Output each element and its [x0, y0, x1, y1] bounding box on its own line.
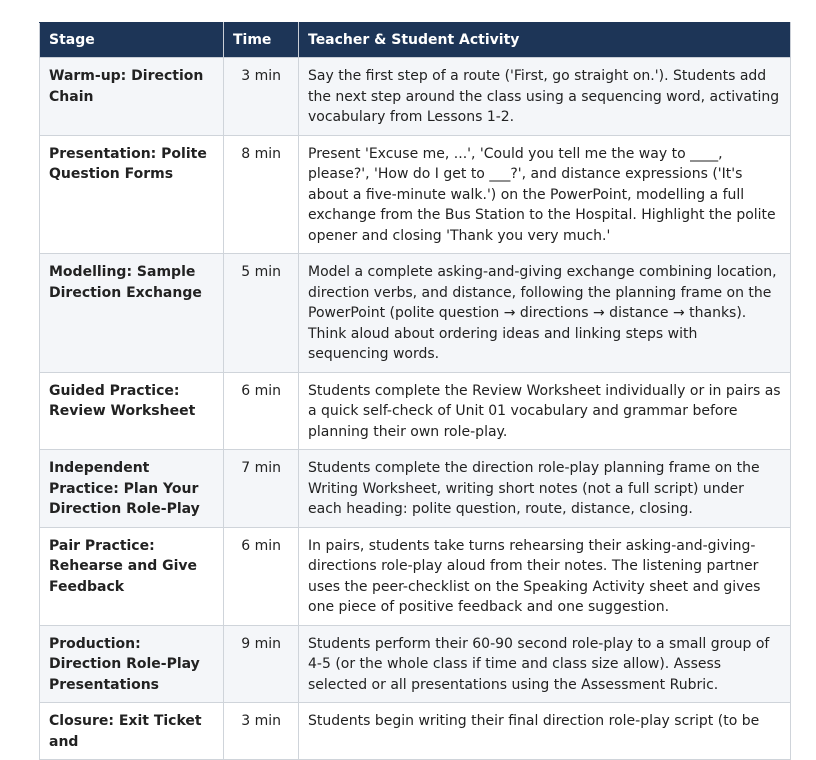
- activity-cell: Students perform their 60-90 second role-play to a small group of 4-5 (or the whole class if time and class size allow). Assess selected or all presentations using the Assessment Rubric.: [299, 625, 791, 703]
- stage-cell: Warm-up: Direction Chain: [40, 58, 224, 136]
- activity-cell: Say the first step of a route ('First, go straight on.'). Students add the next step around the class using a sequencing word, activating vocabulary from Lessons 1-2.: [299, 58, 791, 136]
- stage-cell: Closure: Exit Ticket and: [40, 703, 224, 760]
- lesson-plan-table-container: [39, 22, 790, 760]
- time-cell: 7 min: [224, 450, 299, 528]
- time-cell: 9 min: [224, 625, 299, 703]
- stage-cell: Modelling: Sample Direction Exchange: [40, 254, 224, 373]
- time-cell: 6 min: [224, 527, 299, 625]
- table-row: [40, 254, 791, 373]
- activity-cell: Present 'Excuse me, ...', 'Could you tell me the way to ____, please?', 'How do I get to ___?', and distance expressions ('It's about a five-minute walk.') on the PowerPoint, modelling a full exchange from the Bus Station to the Hospital. Highlight the polite opener and closing 'Thank you very much.': [299, 135, 791, 254]
- time-cell: 3 min: [224, 703, 299, 760]
- header-stage: Stage: [40, 23, 224, 58]
- table-row: [40, 450, 791, 528]
- stage-cell: Independent Practice: Plan Your Direction Role-Play: [40, 450, 224, 528]
- header-time: Time: [224, 23, 299, 58]
- stage-cell: Guided Practice: Review Worksheet: [40, 372, 224, 450]
- activity-cell: Model a complete asking-and-giving exchange combining location, direction verbs, and distance, following the planning frame on the PowerPoint (polite question → directions → distance → thanks). Think aloud about ordering ideas and linking steps with sequencing words.: [299, 254, 791, 373]
- lesson-plan-table: [39, 22, 791, 760]
- header-activity: Teacher & Student Activity: [299, 23, 791, 58]
- table-row: [40, 58, 791, 136]
- time-cell: 5 min: [224, 254, 299, 373]
- activity-cell: In pairs, students take turns rehearsing their asking-and-giving-directions role-play aloud from their notes. The listening partner uses the peer-checklist on the Speaking Activity sheet and gives one piece of positive feedback and one suggestion.: [299, 527, 791, 625]
- table-row: [40, 527, 791, 625]
- table-row: [40, 703, 791, 760]
- time-cell: 3 min: [224, 58, 299, 136]
- time-cell: 6 min: [224, 372, 299, 450]
- stage-cell: Pair Practice: Rehearse and Give Feedback: [40, 527, 224, 625]
- table-row: [40, 135, 791, 254]
- time-cell: 8 min: [224, 135, 299, 254]
- activity-cell: Students begin writing their final direction role-play script (to be: [299, 703, 791, 760]
- activity-cell: Students complete the direction role-play planning frame on the Writing Worksheet, writing short notes (not a full script) under each heading: polite question, route, distance, closing.: [299, 450, 791, 528]
- table-row: [40, 372, 791, 450]
- table-row: [40, 625, 791, 703]
- stage-cell: Production: Direction Role-Play Presentations: [40, 625, 224, 703]
- table-header-row: [40, 23, 791, 58]
- stage-cell: Presentation: Polite Question Forms: [40, 135, 224, 254]
- activity-cell: Students complete the Review Worksheet individually or in pairs as a quick self-check of Unit 01 vocabulary and grammar before planning their own role-play.: [299, 372, 791, 450]
